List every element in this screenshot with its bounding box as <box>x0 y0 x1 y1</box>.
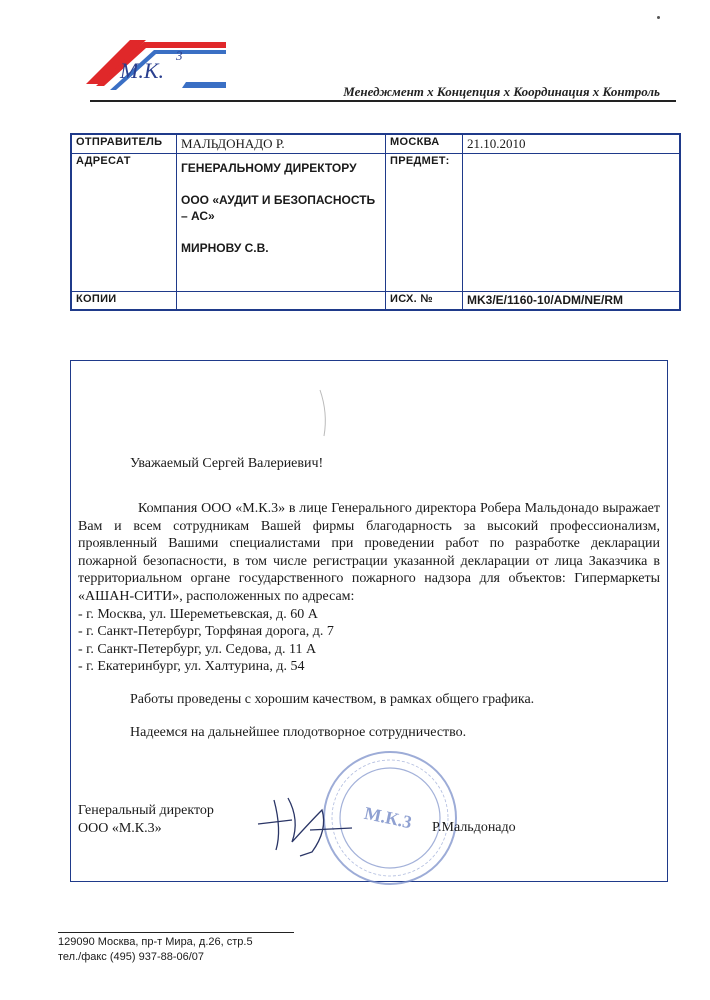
copies-label: КОПИИ <box>71 292 177 310</box>
footer-rule <box>58 932 294 933</box>
paragraph-quality: Работы проведены с хорошим качеством, в рамках общего графика. <box>130 692 535 707</box>
address-item: - г. Москва, ул. Шереметьевская, д. 60 А <box>78 606 318 622</box>
logo-text: M.K. <box>120 58 164 83</box>
subject-value <box>463 154 681 292</box>
city-label: МОСКВА <box>386 134 463 154</box>
routing-table <box>70 133 681 311</box>
ref-label: ИСХ. № <box>386 292 463 310</box>
header-rule <box>90 100 676 102</box>
stamp-text: М.К.3 <box>362 802 414 833</box>
speck <box>657 16 660 19</box>
paper-mark <box>318 388 330 438</box>
addressee-line: ГЕНЕРАЛЬНОМУ ДИРЕКТОРУ <box>181 161 357 175</box>
signoff-title: Генеральный директор <box>78 803 214 818</box>
addressee-line: МИРНОВУ С.В. <box>181 241 269 255</box>
sender-value: МАЛЬДОНАДО Р. <box>177 134 386 154</box>
addressee-block <box>177 154 386 292</box>
company-logo <box>86 38 226 90</box>
ref-value: MK3/E/1160-10/ADM/NE/RM <box>463 292 681 310</box>
sender-label: ОТПРАВИТЕЛЬ <box>71 134 177 154</box>
date-value: 21.10.2010 <box>463 134 681 154</box>
signoff-company: ООО «М.К.3» <box>78 821 162 836</box>
paragraph-cooperation: Надеемся на дальнейшее плодотворное сотрудничество. <box>130 725 467 740</box>
copies-value <box>177 292 386 310</box>
subject-label: ПРЕДМЕТ: <box>386 154 463 292</box>
address-item: - г. Екатеринбург, ул. Халтурина, д. 54 <box>78 659 305 675</box>
addressee-label: АДРЕСАТ <box>71 154 177 292</box>
signoff-name: Р.Мальдонадо <box>432 820 516 835</box>
paragraph-thanks: Компания ООО «М.К.3» в лице Генерального директора Робера Мальдонадо выражает Вам и всем сотрудникам Вашей фирмы благодарность за высокий профессионализм, проявленный Вашими специалистами при проведении работ по разработке декларации пожарной безопасности, в том числе регистрации указанной декларации от лица Заказчика в территориальном органе государственного пожарного надзора для объектов: Гипермаркеты «АШАН-СИТИ», расположенных по адресам: <box>78 501 660 604</box>
handwritten-signature <box>252 790 372 860</box>
address-item: - г. Санкт-Петербург, Торфяная дорога, д. 7 <box>78 624 334 640</box>
addressee-line: ООО «АУДИТ И БЕЗОПАСНОСТЬ – АС» <box>181 193 376 223</box>
footer-block <box>58 935 253 965</box>
letter-body <box>78 500 660 676</box>
logo-superscript: 3 <box>176 48 183 63</box>
address-item: - г. Санкт-Петербург, ул. Седова, д. 11 А <box>78 641 317 657</box>
tagline: Менеджмент х Концепция х Координация х Контроль <box>343 84 660 99</box>
greeting: Уважаемый Сергей Валериевич! <box>130 456 324 471</box>
footer-phone: тел./факс (495) 937-88-06/07 <box>58 951 205 963</box>
footer-address: 129090 Москва, пр-т Мира, д.26, стр.5 <box>58 936 253 948</box>
signoff-block <box>78 802 214 838</box>
